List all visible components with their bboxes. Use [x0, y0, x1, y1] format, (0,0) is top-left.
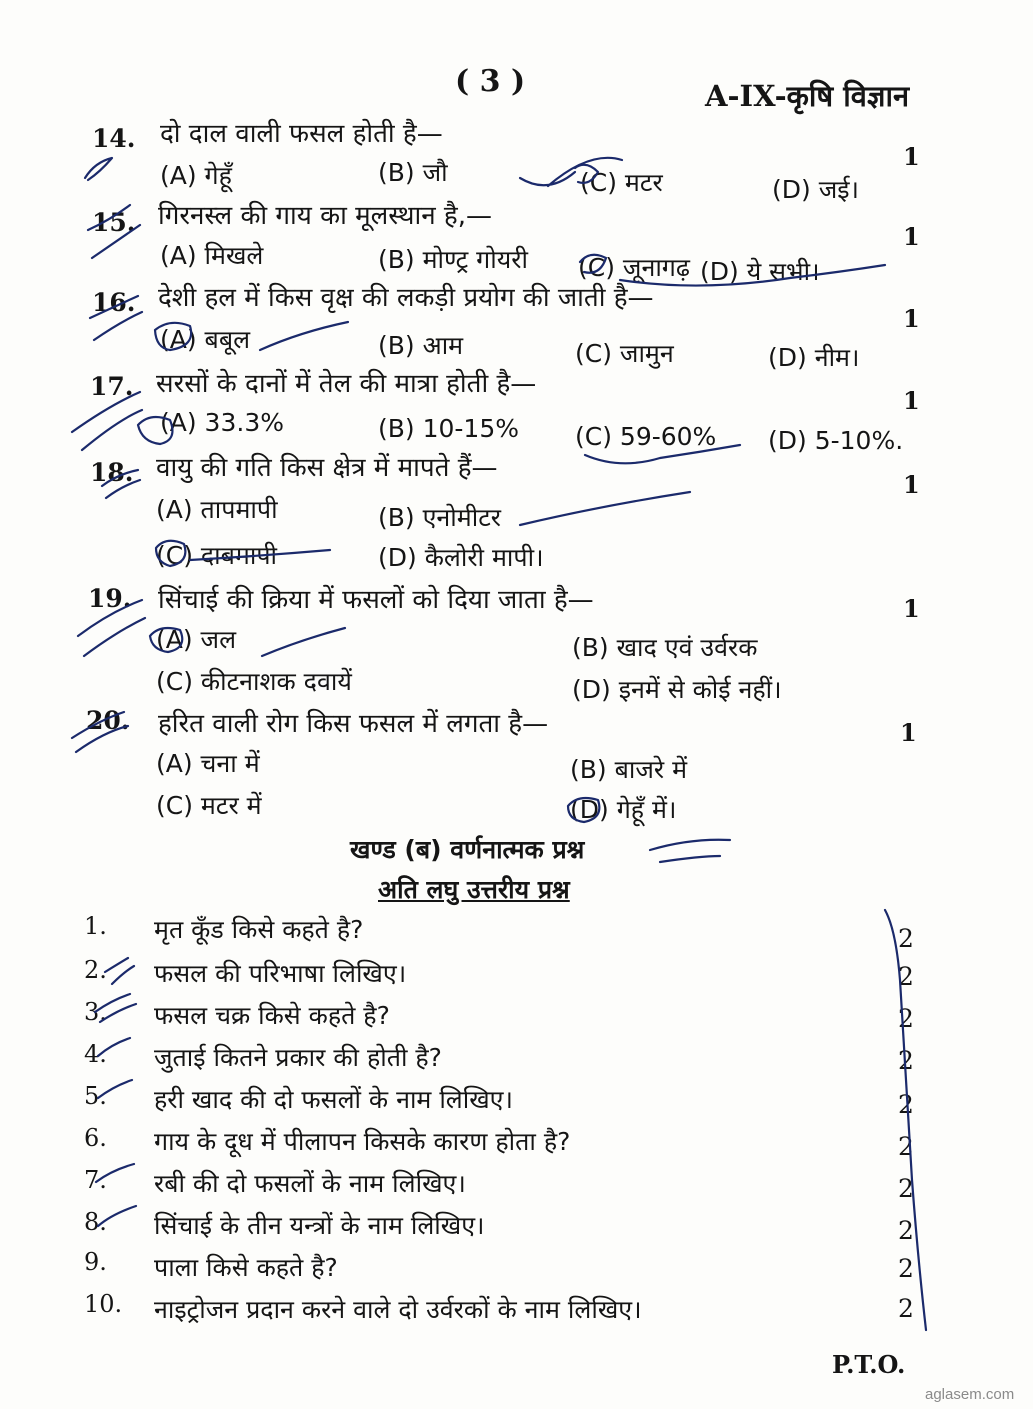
short-question-number: 9.: [84, 1248, 107, 1276]
question-marks: 1: [903, 594, 920, 623]
short-question-text: फसल चक्र किसे कहते है?: [154, 1001, 390, 1030]
short-question-marks: 2: [898, 1294, 914, 1323]
short-question-text: नाइट्रोजन प्रदान करने वाले दो उर्वरकों के नाम लिखिए।: [154, 1295, 642, 1324]
option-b: (B) मोण्ट्र गोयरी: [378, 245, 528, 274]
option-a: (A) तापमापी: [156, 495, 278, 524]
question-number: 14.: [92, 124, 136, 153]
tick-mark: [105, 958, 134, 984]
option-b: (B) आम: [378, 331, 464, 360]
short-question-text: गाय के दूध में पीलापन किसके कारण होता है?: [154, 1127, 571, 1156]
section-title: खण्ड (ब) वर्णनात्मक प्रश्न: [350, 835, 585, 864]
question-text: सरसों के दानों में तेल की मात्रा होती है—: [156, 369, 537, 399]
question-text: देशी हल में किस वृक्ष की लकड़ी प्रयोग की जाती है—: [158, 283, 654, 313]
answer-tick: [262, 628, 345, 656]
pto-label: P.T.O.: [832, 1350, 906, 1379]
question-number: 18.: [90, 458, 134, 487]
option-a: (A) गेहूँ: [160, 161, 232, 190]
option-c: (C) जूनागढ़: [578, 253, 690, 282]
short-question-number: 8.: [84, 1208, 107, 1236]
option-c: (C) 59-60%: [575, 422, 717, 451]
question-marks: 1: [903, 470, 920, 499]
short-question-text: फसल की परिभाषा लिखिए।: [154, 959, 407, 988]
question-number: 19.: [88, 584, 132, 613]
option-d: (D) कैलोरी मापी।: [378, 543, 544, 572]
short-question-text: हरी खाद की दो फसलों के नाम लिखिए।: [154, 1085, 513, 1114]
question-number: 20.: [86, 706, 130, 735]
short-question-text: रबी की दो फसलों के नाम लिखिए।: [154, 1169, 466, 1198]
option-d: (D) 5-10%.: [768, 426, 904, 455]
short-question-marks: 2: [898, 924, 914, 953]
option-c: (C) मटर: [580, 168, 663, 197]
section-subtitle: अति लघु उत्तरीय प्रश्न: [378, 875, 570, 904]
short-question-marks: 2: [898, 962, 914, 991]
section-underline: [650, 840, 730, 862]
option-c: (C) कीटनाशक दवायें: [156, 667, 352, 696]
option-b: (B) जौ: [378, 158, 448, 187]
short-question-marks: 2: [898, 1090, 914, 1119]
short-question-text: पाला किसे कहते है?: [154, 1253, 338, 1282]
answer-underline: [520, 492, 690, 525]
option-c: (C) मटर में: [156, 791, 262, 820]
short-question-number: 6.: [84, 1124, 107, 1152]
option-d: (D) जई।: [772, 175, 860, 204]
short-question-number: 2.: [84, 956, 107, 984]
question-number: 16.: [92, 288, 136, 317]
question-marks: 1: [903, 386, 920, 415]
short-question-marks: 2: [898, 1004, 914, 1033]
paper-code: A-IX-कृषि विज्ञान: [705, 79, 910, 113]
question-marks: 1: [903, 142, 920, 171]
short-question-marks: 2: [898, 1174, 914, 1203]
question-text: दो दाल वाली फसल होती है—: [160, 119, 443, 149]
option-b: (B) 10-15%: [378, 414, 520, 443]
option-d: (D) नीम।: [768, 343, 860, 372]
short-question-text: जुताई कितने प्रकार की होती है?: [154, 1043, 442, 1072]
question-marks: 1: [903, 304, 920, 333]
question-text: वायु की गति किस क्षेत्र में मापते हैं—: [156, 453, 498, 483]
short-question-number: 3.: [84, 998, 107, 1026]
option-d: (D) इनमें से कोई नहीं।: [572, 675, 782, 704]
question-text: गिरनस्ल की गाय का मूलस्थान है,—: [158, 201, 492, 231]
option-a: (A) 33.3%: [160, 408, 284, 437]
answer-tick: [260, 322, 348, 350]
option-a: (A) मिखले: [160, 241, 264, 270]
option-b: (B) एनोमीटर: [378, 503, 502, 532]
short-question-number: 4.: [84, 1040, 107, 1068]
short-question-number: 10.: [84, 1290, 123, 1318]
short-question-marks: 2: [898, 1216, 914, 1245]
tick-mark: [85, 158, 112, 180]
question-number: 15.: [92, 208, 136, 237]
option-a: (A) जल: [156, 625, 237, 654]
page-number: ( 3 ): [455, 64, 526, 99]
option-c: (C) दाबमापी: [156, 541, 278, 570]
question-marks: 1: [903, 222, 920, 251]
short-question-text: सिंचाई के तीन यन्त्रों के नाम लिखिए।: [154, 1211, 485, 1240]
option-a: (A) चना में: [156, 749, 260, 778]
option-c: (C) जामुन: [575, 339, 674, 368]
watermark: aglasem.com: [925, 1386, 1015, 1403]
short-question-number: 5.: [84, 1082, 107, 1110]
question-marks: 1: [900, 718, 917, 747]
short-question-number: 7.: [84, 1166, 107, 1194]
question-text: हरित वाली रोग किस फसल में लगता है—: [158, 709, 549, 739]
option-b: (B) खाद एवं उर्वरक: [572, 633, 758, 662]
option-d: (D) ये सभी।: [700, 257, 820, 286]
question-number: 17.: [90, 372, 134, 401]
short-question-text: मृत कूँड किसे कहते है?: [154, 915, 364, 944]
option-d: (D) गेहूँ में।: [570, 795, 677, 824]
option-a: (A) बबूल: [160, 325, 251, 354]
question-text: सिंचाई की क्रिया में फसलों को दिया जाता है—: [158, 585, 594, 615]
short-question-marks: 2: [898, 1254, 914, 1283]
short-question-marks: 2: [898, 1132, 914, 1161]
short-question-number: 1.: [84, 912, 107, 940]
short-question-marks: 2: [898, 1046, 914, 1075]
option-b: (B) बाजरे में: [570, 755, 688, 784]
